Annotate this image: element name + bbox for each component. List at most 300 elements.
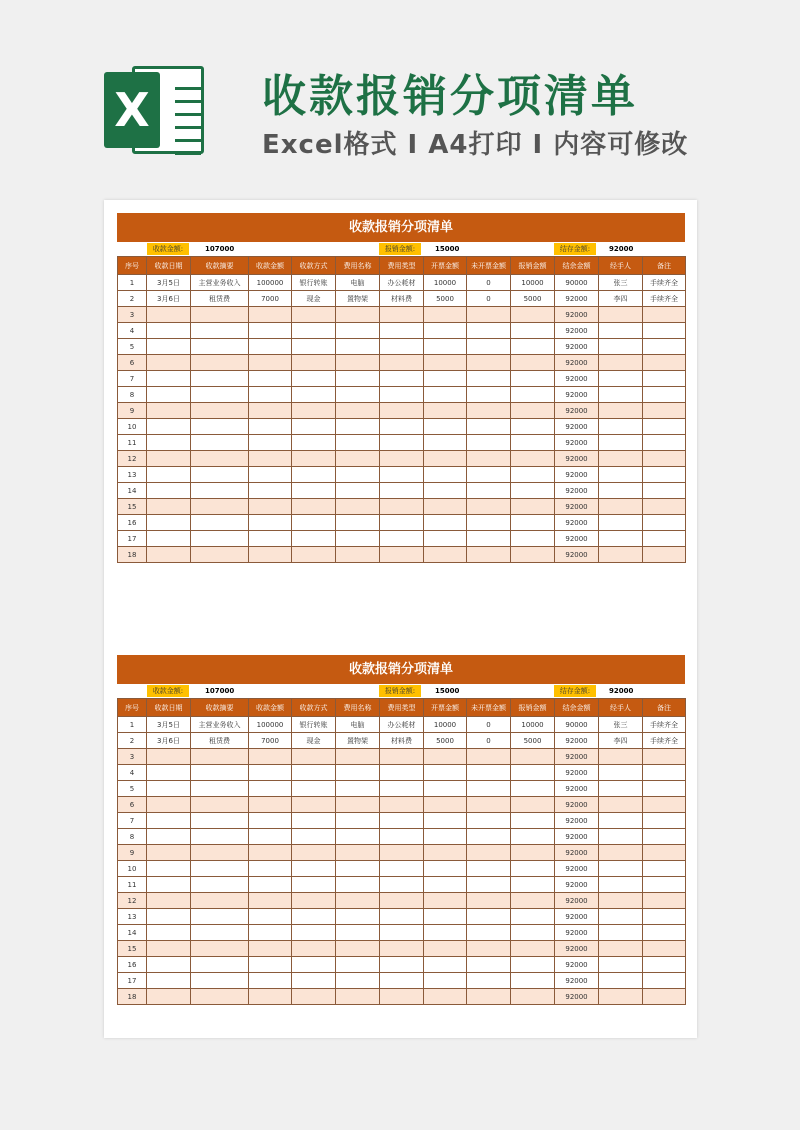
cell-expense-name[interactable]: 电脑	[336, 717, 380, 733]
cell-reimburse-amount[interactable]: 10000	[511, 717, 555, 733]
cell-receive-amount[interactable]	[249, 419, 292, 435]
cell-receive-date[interactable]	[147, 781, 191, 797]
cell-receive-method[interactable]	[292, 877, 336, 893]
cell-seq[interactable]: 8	[118, 829, 147, 845]
cell-receive-method[interactable]	[292, 925, 336, 941]
cell-balance-amount[interactable]: 92000	[555, 339, 599, 355]
cell-seq[interactable]: 13	[118, 909, 147, 925]
cell-receive-amount[interactable]	[249, 483, 292, 499]
cell-receive-amount[interactable]	[249, 797, 292, 813]
cell-uninvoiced-amount[interactable]	[467, 877, 511, 893]
cell-expense-type[interactable]	[380, 765, 424, 781]
cell-invoiced-amount[interactable]	[424, 797, 467, 813]
cell-invoiced-amount[interactable]	[424, 307, 467, 323]
cell-reimburse-amount[interactable]	[511, 909, 555, 925]
cell-invoiced-amount[interactable]	[424, 371, 467, 387]
cell-expense-name[interactable]	[336, 387, 380, 403]
cell-receive-amount[interactable]	[249, 861, 292, 877]
cell-expense-type[interactable]	[380, 371, 424, 387]
cell-uninvoiced-amount[interactable]	[467, 749, 511, 765]
cell-handler[interactable]	[599, 829, 643, 845]
cell-remark[interactable]	[643, 435, 686, 451]
cell-expense-name[interactable]	[336, 989, 380, 1005]
cell-seq[interactable]: 10	[118, 419, 147, 435]
cell-remark[interactable]	[643, 765, 686, 781]
cell-receive-summary[interactable]	[191, 813, 249, 829]
cell-balance-amount[interactable]: 90000	[555, 717, 599, 733]
cell-expense-name[interactable]: 置物架	[336, 291, 380, 307]
cell-handler[interactable]	[599, 749, 643, 765]
cell-seq[interactable]: 4	[118, 765, 147, 781]
cell-remark[interactable]	[643, 845, 686, 861]
cell-receive-amount[interactable]	[249, 829, 292, 845]
cell-uninvoiced-amount[interactable]	[467, 307, 511, 323]
cell-expense-type[interactable]	[380, 813, 424, 829]
cell-uninvoiced-amount[interactable]	[467, 451, 511, 467]
cell-expense-name[interactable]	[336, 323, 380, 339]
cell-expense-name[interactable]	[336, 515, 380, 531]
cell-invoiced-amount[interactable]	[424, 989, 467, 1005]
cell-reimburse-amount[interactable]	[511, 531, 555, 547]
cell-expense-name[interactable]	[336, 531, 380, 547]
cell-reimburse-amount[interactable]	[511, 387, 555, 403]
cell-reimburse-amount[interactable]	[511, 339, 555, 355]
cell-expense-name[interactable]: 电脑	[336, 275, 380, 291]
cell-expense-name[interactable]	[336, 957, 380, 973]
cell-seq[interactable]: 6	[118, 355, 147, 371]
cell-receive-method[interactable]: 银行转账	[292, 717, 336, 733]
cell-receive-method[interactable]	[292, 893, 336, 909]
cell-handler[interactable]	[599, 925, 643, 941]
cell-reimburse-amount[interactable]	[511, 547, 555, 563]
cell-receive-date[interactable]: 3月6日	[147, 291, 191, 307]
cell-balance-amount[interactable]: 92000	[555, 483, 599, 499]
cell-receive-summary[interactable]	[191, 515, 249, 531]
cell-receive-summary[interactable]	[191, 861, 249, 877]
cell-handler[interactable]	[599, 515, 643, 531]
cell-receive-amount[interactable]	[249, 813, 292, 829]
cell-expense-type[interactable]	[380, 749, 424, 765]
cell-handler[interactable]	[599, 323, 643, 339]
cell-expense-type[interactable]	[380, 467, 424, 483]
cell-receive-date[interactable]: 3月5日	[147, 717, 191, 733]
cell-receive-amount[interactable]	[249, 973, 292, 989]
cell-receive-amount[interactable]	[249, 307, 292, 323]
cell-receive-method[interactable]	[292, 419, 336, 435]
cell-receive-summary[interactable]	[191, 797, 249, 813]
cell-receive-amount[interactable]	[249, 323, 292, 339]
cell-invoiced-amount[interactable]	[424, 749, 467, 765]
cell-receive-date[interactable]: 3月6日	[147, 733, 191, 749]
cell-expense-type[interactable]	[380, 483, 424, 499]
cell-receive-method[interactable]	[292, 797, 336, 813]
cell-expense-type[interactable]: 材料费	[380, 291, 424, 307]
cell-receive-date[interactable]	[147, 861, 191, 877]
cell-handler[interactable]: 李四	[599, 733, 643, 749]
cell-uninvoiced-amount[interactable]: 0	[467, 717, 511, 733]
cell-remark[interactable]	[643, 547, 686, 563]
cell-receive-summary[interactable]	[191, 765, 249, 781]
cell-expense-type[interactable]	[380, 861, 424, 877]
cell-receive-amount[interactable]: 100000	[249, 275, 292, 291]
cell-reimburse-amount[interactable]	[511, 307, 555, 323]
cell-receive-date[interactable]	[147, 829, 191, 845]
cell-balance-amount[interactable]: 92000	[555, 387, 599, 403]
cell-receive-method[interactable]	[292, 957, 336, 973]
cell-receive-summary[interactable]	[191, 957, 249, 973]
cell-invoiced-amount[interactable]	[424, 957, 467, 973]
cell-seq[interactable]: 14	[118, 483, 147, 499]
cell-reimburse-amount[interactable]	[511, 765, 555, 781]
cell-balance-amount[interactable]: 92000	[555, 893, 599, 909]
cell-handler[interactable]: 张三	[599, 275, 643, 291]
cell-receive-date[interactable]	[147, 307, 191, 323]
cell-seq[interactable]: 14	[118, 925, 147, 941]
cell-remark[interactable]	[643, 499, 686, 515]
cell-balance-amount[interactable]: 92000	[555, 291, 599, 307]
cell-receive-summary[interactable]	[191, 467, 249, 483]
cell-expense-type[interactable]	[380, 909, 424, 925]
cell-balance-amount[interactable]: 92000	[555, 941, 599, 957]
cell-reimburse-amount[interactable]	[511, 781, 555, 797]
cell-invoiced-amount[interactable]	[424, 387, 467, 403]
cell-expense-type[interactable]	[380, 941, 424, 957]
cell-receive-date[interactable]	[147, 813, 191, 829]
cell-receive-amount[interactable]	[249, 435, 292, 451]
cell-receive-amount[interactable]	[249, 989, 292, 1005]
cell-receive-method[interactable]	[292, 467, 336, 483]
cell-receive-summary[interactable]	[191, 451, 249, 467]
cell-expense-type[interactable]	[380, 403, 424, 419]
cell-handler[interactable]	[599, 861, 643, 877]
cell-invoiced-amount[interactable]	[424, 877, 467, 893]
cell-invoiced-amount[interactable]	[424, 765, 467, 781]
cell-reimburse-amount[interactable]	[511, 435, 555, 451]
cell-receive-date[interactable]	[147, 467, 191, 483]
cell-balance-amount[interactable]: 92000	[555, 845, 599, 861]
cell-balance-amount[interactable]: 92000	[555, 307, 599, 323]
cell-uninvoiced-amount[interactable]	[467, 531, 511, 547]
cell-receive-method[interactable]: 现金	[292, 733, 336, 749]
cell-seq[interactable]: 13	[118, 467, 147, 483]
cell-uninvoiced-amount[interactable]	[467, 829, 511, 845]
cell-receive-summary[interactable]	[191, 893, 249, 909]
cell-receive-amount[interactable]	[249, 387, 292, 403]
cell-receive-method[interactable]	[292, 989, 336, 1005]
cell-balance-amount[interactable]: 92000	[555, 925, 599, 941]
cell-reimburse-amount[interactable]	[511, 323, 555, 339]
cell-receive-amount[interactable]	[249, 547, 292, 563]
cell-reimburse-amount[interactable]	[511, 829, 555, 845]
cell-remark[interactable]	[643, 877, 686, 893]
cell-expense-type[interactable]	[380, 387, 424, 403]
cell-handler[interactable]	[599, 435, 643, 451]
cell-uninvoiced-amount[interactable]	[467, 893, 511, 909]
cell-receive-date[interactable]	[147, 499, 191, 515]
cell-invoiced-amount[interactable]: 10000	[424, 717, 467, 733]
cell-reimburse-amount[interactable]: 10000	[511, 275, 555, 291]
cell-receive-amount[interactable]: 7000	[249, 733, 292, 749]
cell-reimburse-amount[interactable]	[511, 957, 555, 973]
cell-invoiced-amount[interactable]	[424, 925, 467, 941]
cell-receive-summary[interactable]	[191, 845, 249, 861]
cell-handler[interactable]	[599, 797, 643, 813]
cell-receive-method[interactable]	[292, 355, 336, 371]
cell-expense-name[interactable]	[336, 909, 380, 925]
cell-uninvoiced-amount[interactable]	[467, 797, 511, 813]
cell-remark[interactable]: 手续齐全	[643, 275, 686, 291]
cell-handler[interactable]	[599, 845, 643, 861]
cell-receive-date[interactable]	[147, 973, 191, 989]
cell-receive-amount[interactable]	[249, 877, 292, 893]
cell-seq[interactable]: 18	[118, 547, 147, 563]
cell-seq[interactable]: 6	[118, 797, 147, 813]
cell-receive-date[interactable]	[147, 419, 191, 435]
cell-balance-amount[interactable]: 92000	[555, 749, 599, 765]
cell-seq[interactable]: 12	[118, 893, 147, 909]
cell-reimburse-amount[interactable]	[511, 355, 555, 371]
cell-receive-method[interactable]	[292, 861, 336, 877]
cell-handler[interactable]	[599, 813, 643, 829]
cell-remark[interactable]	[643, 483, 686, 499]
cell-expense-name[interactable]	[336, 941, 380, 957]
cell-expense-type[interactable]: 办公耗材	[380, 275, 424, 291]
cell-invoiced-amount[interactable]	[424, 499, 467, 515]
cell-expense-type[interactable]	[380, 797, 424, 813]
cell-uninvoiced-amount[interactable]	[467, 435, 511, 451]
cell-expense-name[interactable]	[336, 797, 380, 813]
cell-receive-method[interactable]	[292, 909, 336, 925]
cell-reimburse-amount[interactable]: 5000	[511, 291, 555, 307]
cell-receive-date[interactable]	[147, 483, 191, 499]
cell-seq[interactable]: 15	[118, 499, 147, 515]
cell-balance-amount[interactable]: 92000	[555, 419, 599, 435]
cell-seq[interactable]: 9	[118, 403, 147, 419]
cell-expense-name[interactable]	[336, 813, 380, 829]
cell-receive-method[interactable]: 现金	[292, 291, 336, 307]
cell-receive-amount[interactable]	[249, 893, 292, 909]
cell-seq[interactable]: 3	[118, 307, 147, 323]
cell-remark[interactable]	[643, 957, 686, 973]
cell-expense-type[interactable]	[380, 925, 424, 941]
cell-remark[interactable]	[643, 419, 686, 435]
cell-reimburse-amount[interactable]	[511, 371, 555, 387]
cell-expense-type[interactable]	[380, 435, 424, 451]
cell-receive-date[interactable]	[147, 765, 191, 781]
cell-uninvoiced-amount[interactable]	[467, 467, 511, 483]
cell-invoiced-amount[interactable]	[424, 845, 467, 861]
cell-balance-amount[interactable]: 92000	[555, 877, 599, 893]
cell-reimburse-amount[interactable]	[511, 451, 555, 467]
cell-seq[interactable]: 7	[118, 371, 147, 387]
cell-expense-type[interactable]	[380, 419, 424, 435]
cell-reimburse-amount[interactable]	[511, 861, 555, 877]
cell-remark[interactable]	[643, 387, 686, 403]
cell-expense-name[interactable]	[336, 925, 380, 941]
cell-receive-method[interactable]	[292, 829, 336, 845]
cell-receive-summary[interactable]	[191, 749, 249, 765]
cell-remark[interactable]	[643, 451, 686, 467]
cell-balance-amount[interactable]: 92000	[555, 957, 599, 973]
cell-uninvoiced-amount[interactable]	[467, 499, 511, 515]
cell-uninvoiced-amount[interactable]	[467, 989, 511, 1005]
cell-receive-summary[interactable]	[191, 877, 249, 893]
cell-expense-name[interactable]	[336, 451, 380, 467]
cell-expense-name[interactable]	[336, 339, 380, 355]
cell-receive-method[interactable]	[292, 781, 336, 797]
cell-receive-date[interactable]	[147, 941, 191, 957]
cell-uninvoiced-amount[interactable]: 0	[467, 291, 511, 307]
cell-receive-summary[interactable]	[191, 339, 249, 355]
cell-receive-date[interactable]	[147, 323, 191, 339]
cell-receive-amount[interactable]	[249, 531, 292, 547]
cell-receive-method[interactable]	[292, 387, 336, 403]
cell-receive-amount[interactable]: 7000	[249, 291, 292, 307]
cell-receive-summary[interactable]	[191, 323, 249, 339]
cell-invoiced-amount[interactable]	[424, 531, 467, 547]
cell-reimburse-amount[interactable]	[511, 483, 555, 499]
cell-expense-type[interactable]	[380, 877, 424, 893]
cell-receive-amount[interactable]	[249, 781, 292, 797]
cell-receive-summary[interactable]	[191, 547, 249, 563]
cell-expense-name[interactable]	[336, 307, 380, 323]
cell-invoiced-amount[interactable]: 5000	[424, 291, 467, 307]
cell-receive-date[interactable]	[147, 339, 191, 355]
cell-receive-method[interactable]	[292, 307, 336, 323]
cell-uninvoiced-amount[interactable]	[467, 813, 511, 829]
cell-handler[interactable]	[599, 355, 643, 371]
cell-receive-summary[interactable]	[191, 419, 249, 435]
cell-uninvoiced-amount[interactable]	[467, 419, 511, 435]
cell-handler[interactable]	[599, 547, 643, 563]
cell-uninvoiced-amount[interactable]	[467, 483, 511, 499]
cell-balance-amount[interactable]: 92000	[555, 531, 599, 547]
cell-expense-type[interactable]	[380, 781, 424, 797]
cell-handler[interactable]	[599, 403, 643, 419]
cell-receive-date[interactable]	[147, 957, 191, 973]
cell-balance-amount[interactable]: 92000	[555, 829, 599, 845]
cell-receive-date[interactable]	[147, 371, 191, 387]
cell-uninvoiced-amount[interactable]	[467, 547, 511, 563]
cell-remark[interactable]	[643, 403, 686, 419]
cell-invoiced-amount[interactable]	[424, 813, 467, 829]
cell-uninvoiced-amount[interactable]	[467, 909, 511, 925]
cell-handler[interactable]	[599, 451, 643, 467]
cell-handler[interactable]	[599, 893, 643, 909]
cell-invoiced-amount[interactable]	[424, 483, 467, 499]
cell-receive-amount[interactable]	[249, 371, 292, 387]
cell-remark[interactable]	[643, 307, 686, 323]
cell-handler[interactable]	[599, 419, 643, 435]
cell-seq[interactable]: 3	[118, 749, 147, 765]
cell-expense-name[interactable]	[336, 547, 380, 563]
cell-receive-method[interactable]	[292, 515, 336, 531]
cell-receive-amount[interactable]	[249, 339, 292, 355]
cell-seq[interactable]: 10	[118, 861, 147, 877]
cell-balance-amount[interactable]: 92000	[555, 973, 599, 989]
cell-invoiced-amount[interactable]	[424, 339, 467, 355]
cell-invoiced-amount[interactable]	[424, 547, 467, 563]
cell-seq[interactable]: 4	[118, 323, 147, 339]
cell-remark[interactable]	[643, 749, 686, 765]
cell-uninvoiced-amount[interactable]: 0	[467, 733, 511, 749]
cell-handler[interactable]	[599, 371, 643, 387]
cell-reimburse-amount[interactable]	[511, 419, 555, 435]
cell-expense-name[interactable]	[336, 419, 380, 435]
cell-receive-method[interactable]	[292, 451, 336, 467]
cell-balance-amount[interactable]: 92000	[555, 797, 599, 813]
cell-receive-date[interactable]: 3月5日	[147, 275, 191, 291]
cell-seq[interactable]: 8	[118, 387, 147, 403]
cell-receive-summary[interactable]: 租赁费	[191, 733, 249, 749]
cell-expense-name[interactable]	[336, 467, 380, 483]
cell-receive-amount[interactable]	[249, 925, 292, 941]
cell-expense-type[interactable]	[380, 499, 424, 515]
cell-seq[interactable]: 11	[118, 877, 147, 893]
cell-seq[interactable]: 12	[118, 451, 147, 467]
cell-remark[interactable]	[643, 467, 686, 483]
cell-balance-amount[interactable]: 92000	[555, 355, 599, 371]
cell-seq[interactable]: 2	[118, 291, 147, 307]
cell-receive-summary[interactable]	[191, 387, 249, 403]
cell-balance-amount[interactable]: 92000	[555, 499, 599, 515]
cell-expense-type[interactable]	[380, 451, 424, 467]
cell-expense-name[interactable]	[336, 435, 380, 451]
cell-receive-summary[interactable]	[191, 531, 249, 547]
cell-expense-name[interactable]	[336, 355, 380, 371]
cell-reimburse-amount[interactable]	[511, 845, 555, 861]
cell-invoiced-amount[interactable]	[424, 515, 467, 531]
cell-handler[interactable]	[599, 483, 643, 499]
cell-remark[interactable]	[643, 339, 686, 355]
cell-remark[interactable]	[643, 371, 686, 387]
cell-invoiced-amount[interactable]	[424, 893, 467, 909]
cell-balance-amount[interactable]: 92000	[555, 733, 599, 749]
cell-receive-amount[interactable]: 100000	[249, 717, 292, 733]
cell-remark[interactable]: 手续齐全	[643, 733, 686, 749]
cell-receive-summary[interactable]	[191, 403, 249, 419]
cell-expense-type[interactable]	[380, 893, 424, 909]
cell-receive-date[interactable]	[147, 909, 191, 925]
cell-remark[interactable]	[643, 893, 686, 909]
cell-receive-summary[interactable]	[191, 925, 249, 941]
cell-receive-summary[interactable]	[191, 973, 249, 989]
cell-expense-type[interactable]	[380, 339, 424, 355]
cell-receive-method[interactable]	[292, 941, 336, 957]
cell-seq[interactable]: 1	[118, 717, 147, 733]
cell-seq[interactable]: 17	[118, 531, 147, 547]
cell-receive-date[interactable]	[147, 845, 191, 861]
cell-reimburse-amount[interactable]	[511, 499, 555, 515]
cell-receive-method[interactable]	[292, 547, 336, 563]
cell-seq[interactable]: 1	[118, 275, 147, 291]
cell-expense-type[interactable]	[380, 547, 424, 563]
cell-expense-name[interactable]	[336, 483, 380, 499]
cell-balance-amount[interactable]: 92000	[555, 451, 599, 467]
cell-handler[interactable]	[599, 877, 643, 893]
cell-receive-date[interactable]	[147, 893, 191, 909]
cell-reimburse-amount[interactable]	[511, 813, 555, 829]
cell-handler[interactable]	[599, 339, 643, 355]
cell-uninvoiced-amount[interactable]	[467, 339, 511, 355]
cell-receive-amount[interactable]	[249, 845, 292, 861]
cell-balance-amount[interactable]: 92000	[555, 989, 599, 1005]
cell-expense-type[interactable]	[380, 323, 424, 339]
cell-receive-date[interactable]	[147, 531, 191, 547]
cell-handler[interactable]	[599, 307, 643, 323]
cell-receive-summary[interactable]: 主营业务收入	[191, 717, 249, 733]
cell-receive-amount[interactable]	[249, 403, 292, 419]
